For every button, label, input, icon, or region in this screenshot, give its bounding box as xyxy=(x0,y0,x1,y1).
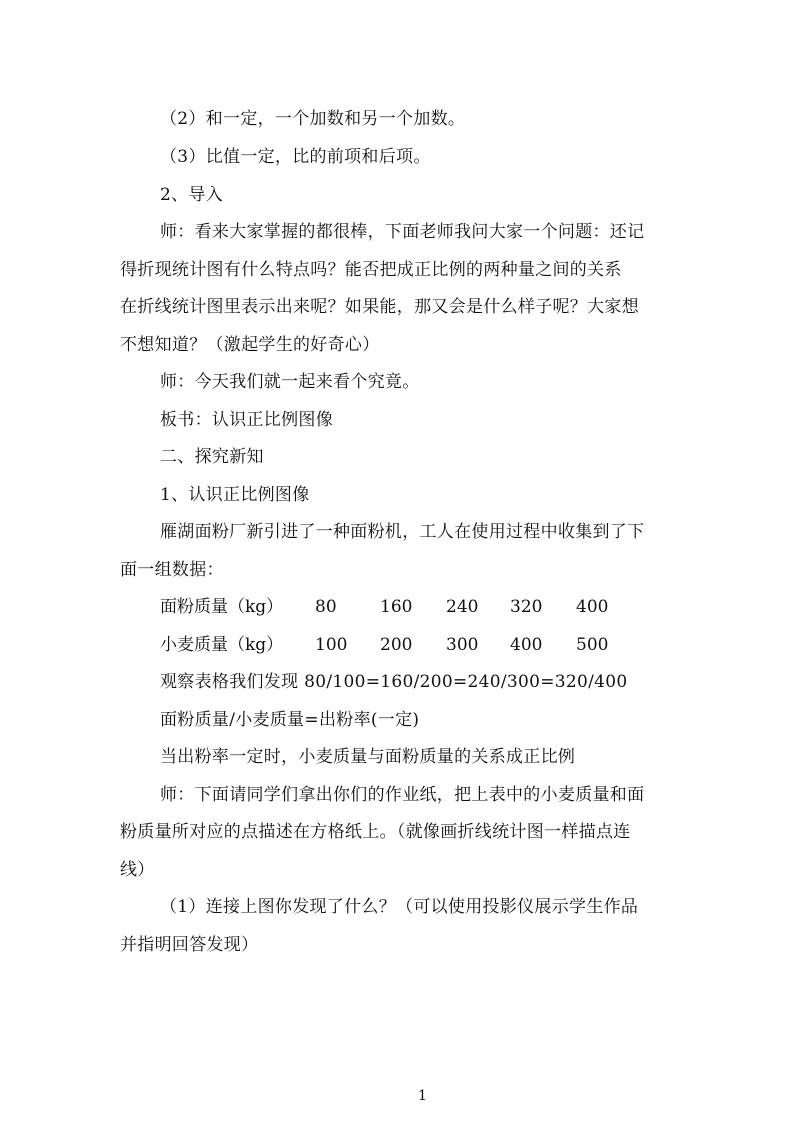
section-heading-explore: 二、探究新知 xyxy=(160,447,264,467)
paragraph-question-1-line-2: 并指明回答发现） xyxy=(120,935,259,955)
paragraph-teacher-question-line-4: 不想知道？（激起学生的好奇心） xyxy=(120,335,380,355)
table-cell: 100 xyxy=(315,635,348,655)
table-cell: 400 xyxy=(576,597,609,617)
table-cell: 80 xyxy=(315,597,337,617)
paragraph-teacher-question-line-1: 师：看来大家掌握的都很棒，下面老师我问大家一个问题：还记 xyxy=(160,222,645,242)
paragraph-homework-line-1: 师：下面请同学们拿出你们的作业纸，把上表中的小麦质量和面 xyxy=(160,785,645,805)
paragraph-question-1-line-1: （1）连接上图你发现了什么？（可以使用投影仪展示学生作品 xyxy=(160,897,639,917)
table-row-label: 小麦质量（kg） xyxy=(160,635,284,655)
paragraph-homework-line-3: 线） xyxy=(120,860,155,880)
paragraph-teacher-question-line-3: 在折线统计图里表示出来呢？如果能，那又会是什么样子呢？大家想 xyxy=(120,297,639,317)
paragraph-formula: 面粉质量/小麦质量=出粉率(一定) xyxy=(160,710,420,730)
paragraph-teacher-question-line-2: 得折现统计图有什么特点吗？能否把成正比例的两种量之间的关系 xyxy=(120,260,622,280)
table-cell: 240 xyxy=(446,597,479,617)
paragraph-observation: 观察表格我们发现 80/100=160/200=240/300=320/400 xyxy=(160,672,628,692)
table-cell: 300 xyxy=(446,635,479,655)
section-heading-intro: 2、导入 xyxy=(160,185,224,205)
paragraph-ratio-constant: （3）比值一定，比的前项和后项。 xyxy=(160,147,431,167)
paragraph-teacher-today: 师：今天我们就一起来看个究竟。 xyxy=(160,372,420,392)
paragraph-factory-line-1: 雁湖面粉厂新引进了一种面粉机，工人在使用过程中收集到了下 xyxy=(160,522,645,542)
subsection-heading-graph: 1、认识正比例图像 xyxy=(160,485,310,505)
paragraph-conclusion: 当出粉率一定时，小麦质量与面粉质量的关系成正比例 xyxy=(160,747,576,767)
table-cell: 200 xyxy=(380,635,413,655)
paragraph-sum-constant: （2）和一定，一个加数和另一个加数。 xyxy=(160,109,466,129)
table-cell: 320 xyxy=(510,597,543,617)
table-row-label: 面粉质量（kg） xyxy=(160,597,284,617)
page-number: 1 xyxy=(418,1088,427,1104)
table-cell: 160 xyxy=(380,597,413,617)
paragraph-blackboard: 板书：认识正比例图像 xyxy=(160,410,333,430)
table-cell: 400 xyxy=(510,635,543,655)
table-cell: 500 xyxy=(576,635,609,655)
paragraph-factory-line-2: 面一组数据： xyxy=(120,560,224,580)
paragraph-homework-line-2: 粉质量所对应的点描述在方格纸上。（就像画折线统计图一样描点连 xyxy=(120,822,631,842)
